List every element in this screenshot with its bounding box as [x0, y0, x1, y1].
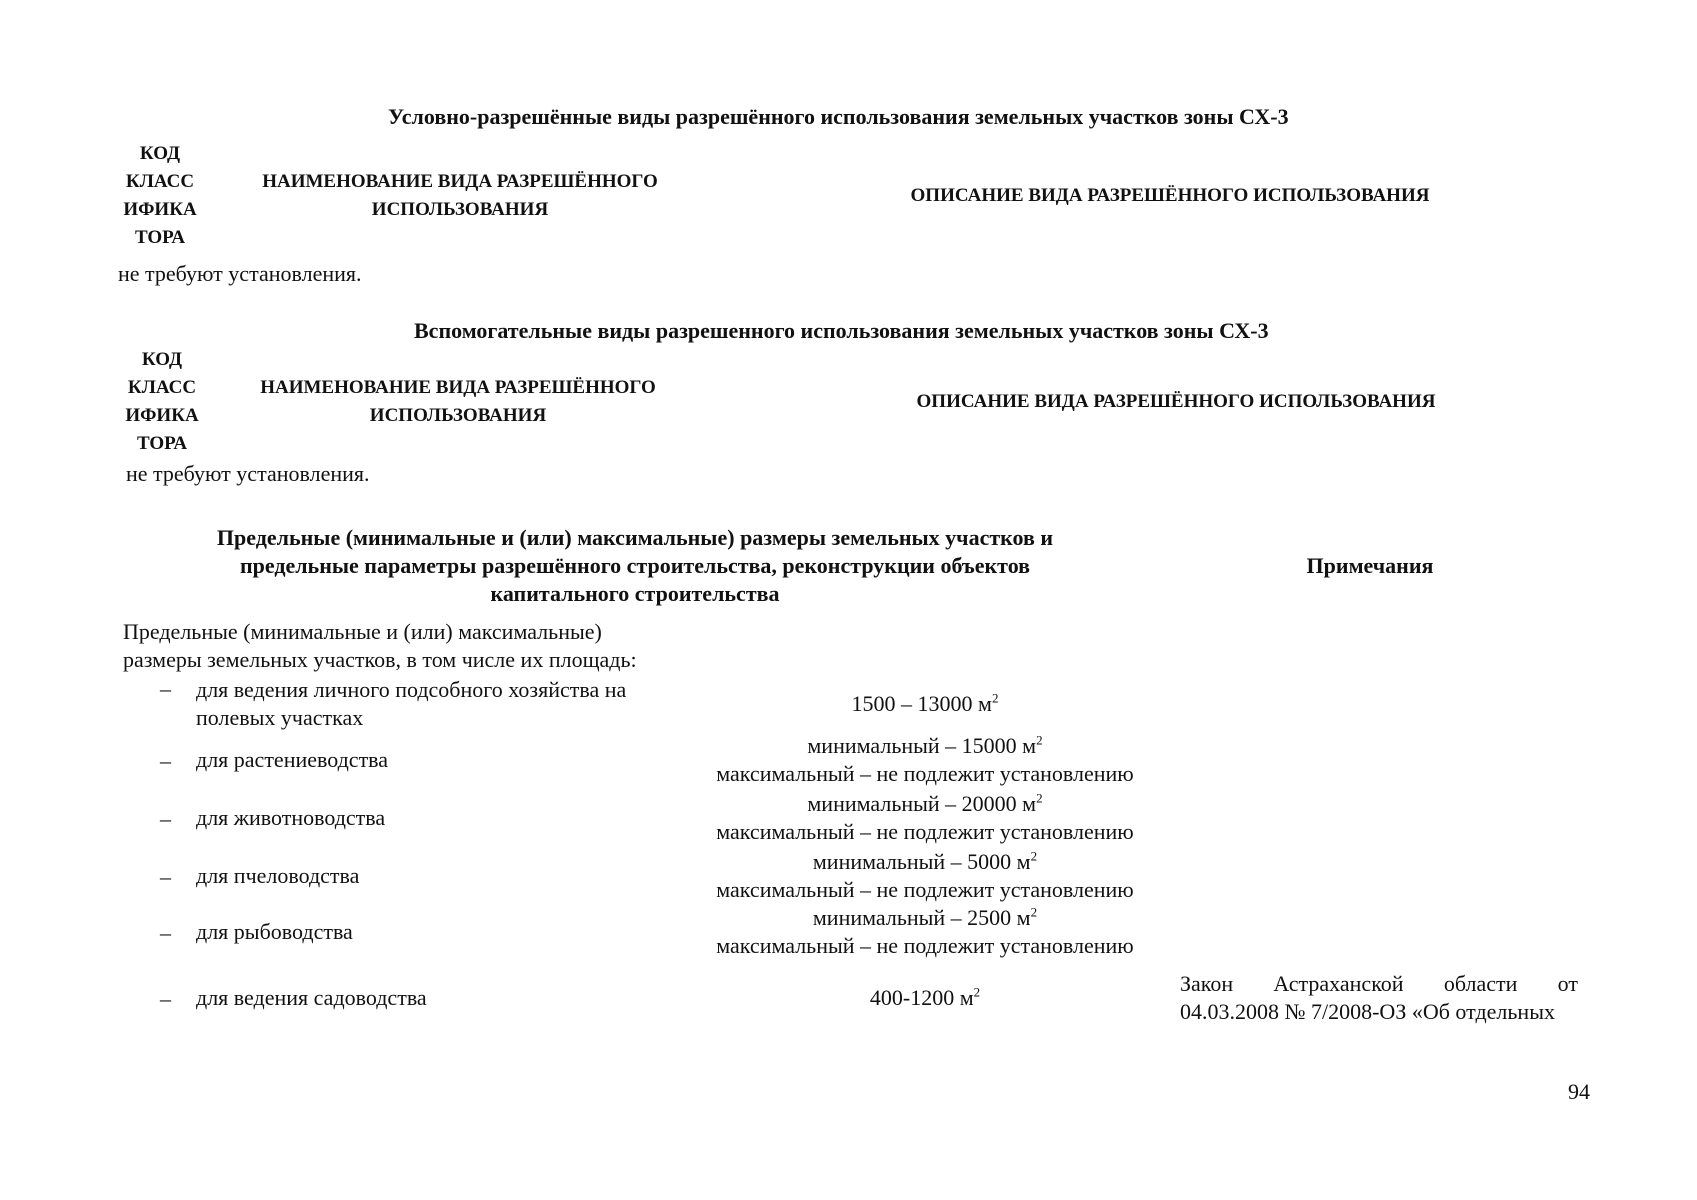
row4-label: для пчеловодства [196, 863, 360, 888]
row3-value: минимальный – 20000 $м^2$ максимальный – не подлежит установлению [716, 790, 1134, 844]
law-note: Закон Астраханской области от 04.03.2008 № 7/2008-ОЗ «Об отдельных [1180, 971, 1578, 1024]
row1-value: 1500 – 13000 $м^2$ [851, 690, 999, 716]
section1-note: не требуют установления. [118, 261, 362, 286]
section1-title: Условно-разрешённые виды разрешённого использования земельных участков зоны СХ-3 [388, 104, 1289, 129]
section2-col-name: НАИМЕНОВАНИЕ ВИДА РАЗРЕШЁННОГО ИСПОЛЬЗОВАНИЯ [260, 377, 656, 426]
row6-value: 400-1200 $м^2$ [869, 984, 981, 1010]
row4-dash: – [160, 864, 171, 889]
row2-dash: – [160, 748, 171, 773]
section1-col-code: КОД КЛАСС ИФИКА ТОРА [123, 143, 197, 248]
notes-header: Примечания [1306, 553, 1434, 578]
row3-dash: – [160, 806, 171, 831]
limits-intro: Предельные (минимальные и (или) максимальные) размеры земельных участков, в том числе их площадь: [123, 619, 637, 672]
row3-label: для животноводства [196, 805, 386, 830]
row2-value: минимальный – 15000 $м^2$ максимальный – не подлежит установлению [716, 732, 1134, 786]
row5-label: для рыбоводства [196, 919, 353, 944]
row2-label: для растениеводства [196, 747, 389, 772]
section2-col-code: КОД КЛАСС ИФИКА ТОРА [125, 349, 199, 454]
section1-col-name: НАИМЕНОВАНИЕ ВИДА РАЗРЕШЁННОГО ИСПОЛЬЗОВАНИЯ [262, 171, 658, 220]
section1-col-desc: ОПИСАНИЕ ВИДА РАЗРЕШЁННОГО ИСПОЛЬЗОВАНИЯ [910, 185, 1430, 206]
section2-title: Вспомогательные виды разрешенного использования земельных участков зоны СХ-3 [414, 318, 1269, 343]
page-number: 94 [1568, 1079, 1590, 1104]
section2-note: не требуют установления. [126, 461, 370, 486]
section2-col-desc: ОПИСАНИЕ ВИДА РАЗРЕШЁННОГО ИСПОЛЬЗОВАНИЯ [916, 391, 1436, 412]
row1-label: для ведения личного подсобного хозяйства на полевых участках [196, 677, 627, 730]
row1-dash: – [160, 676, 171, 701]
limits-header: Предельные (минимальные и (или) максимальные) размеры земельных участков и предельные параметры разрешённого строительства, реконструкции объектов капитального строительства [216, 525, 1054, 606]
row4-value: минимальный – 5000 $м^2$ максимальный – не подлежит установлению [716, 848, 1134, 902]
row5-value: минимальный – 2500 $м^2$ максимальный – не подлежит установлению [716, 904, 1134, 958]
row5-dash: – [160, 920, 171, 945]
row6-dash: – [160, 986, 171, 1011]
row6-label: для ведения садоводства [196, 985, 427, 1010]
